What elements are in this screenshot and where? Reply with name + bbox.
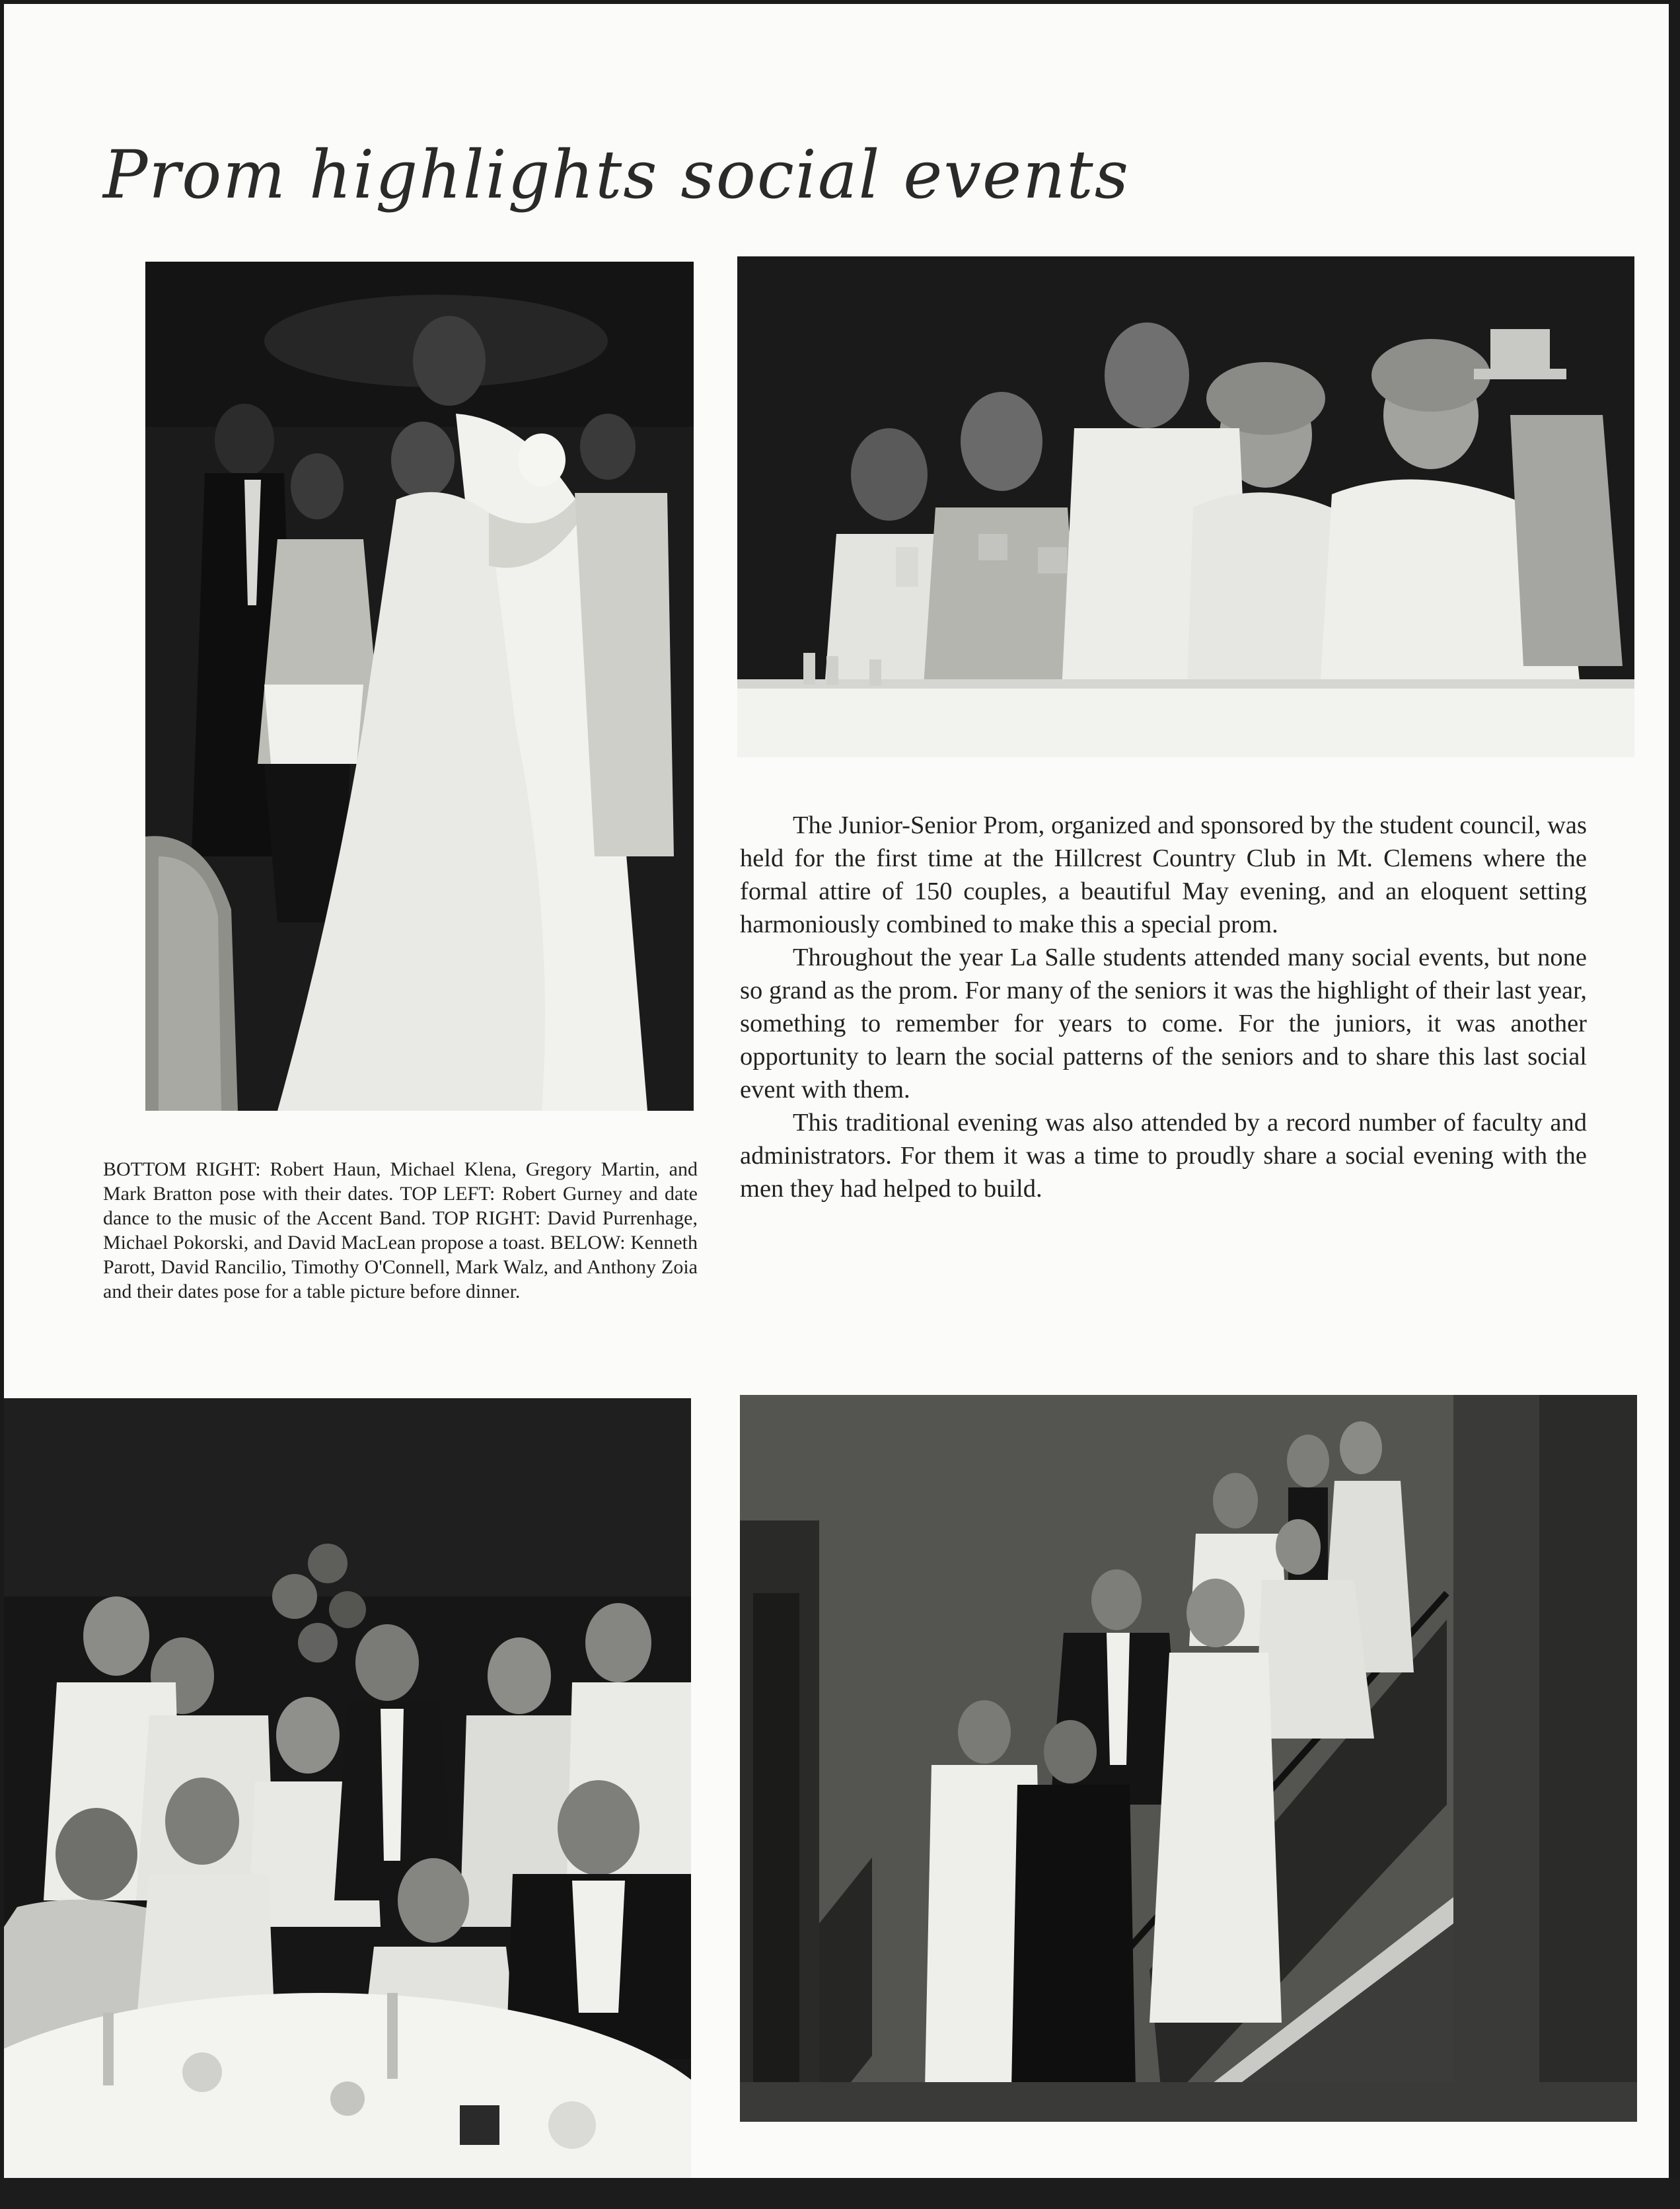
photo-caption: BOTTOM RIGHT: Robert Haun, Michael Klena, Gregory Martin, and Mark Bratton pose with their dates. TOP LEFT: Robert Gurney and date dance to the music of the Accent Band. TOP RIGHT: David Purrenhage, Michael Pokorski, and David MacLean propose a toast. BELOW: Kenneth Parott, David Rancilio, Timothy O'Connell, Mark Walz, and Anthony Zoia and their dates pose for a table picture before dinner. [103, 1158, 698, 1302]
photo-staircase-group [740, 1395, 1637, 2122]
photo-staircase-group-image [740, 1395, 1637, 2122]
article-body [740, 809, 1587, 1205]
photo-toast-group [737, 256, 1634, 757]
article-paragraph: Throughout the year La Salle students attended many social events, but none so grand as the prom. For many of the seniors it was the highlight of their last year, something to remember for years to come. For the juniors, it was another opportunity to learn the social patterns of the seniors and to share this last social event with them. [740, 944, 1587, 1104]
photo-table-group-image [4, 1398, 691, 2178]
yearbook-page [4, 4, 1669, 2178]
photo-dancing-couple [145, 262, 694, 1111]
article-paragraph: This traditional evening was also attended by a record number of faculty and administrators. For them it was a time to proudly share a social evening with the men they had helped to build. [740, 1109, 1587, 1203]
article-paragraph: The Junior-Senior Prom, organized and sponsored by the student council, was held for the first time at the Hillcrest Country Club in Mt. Clemens where the formal attire of 150 couples, a beautiful May evening, and an eloquent setting harmoniously combined to make this a special prom. [740, 811, 1587, 938]
page-title: Prom highlights social events [103, 136, 1130, 213]
photo-dancing-couple-image [145, 262, 694, 1111]
photo-table-group [4, 1398, 691, 2178]
scan-border-bottom [0, 2178, 1680, 2209]
photo-toast-group-image [737, 256, 1634, 757]
